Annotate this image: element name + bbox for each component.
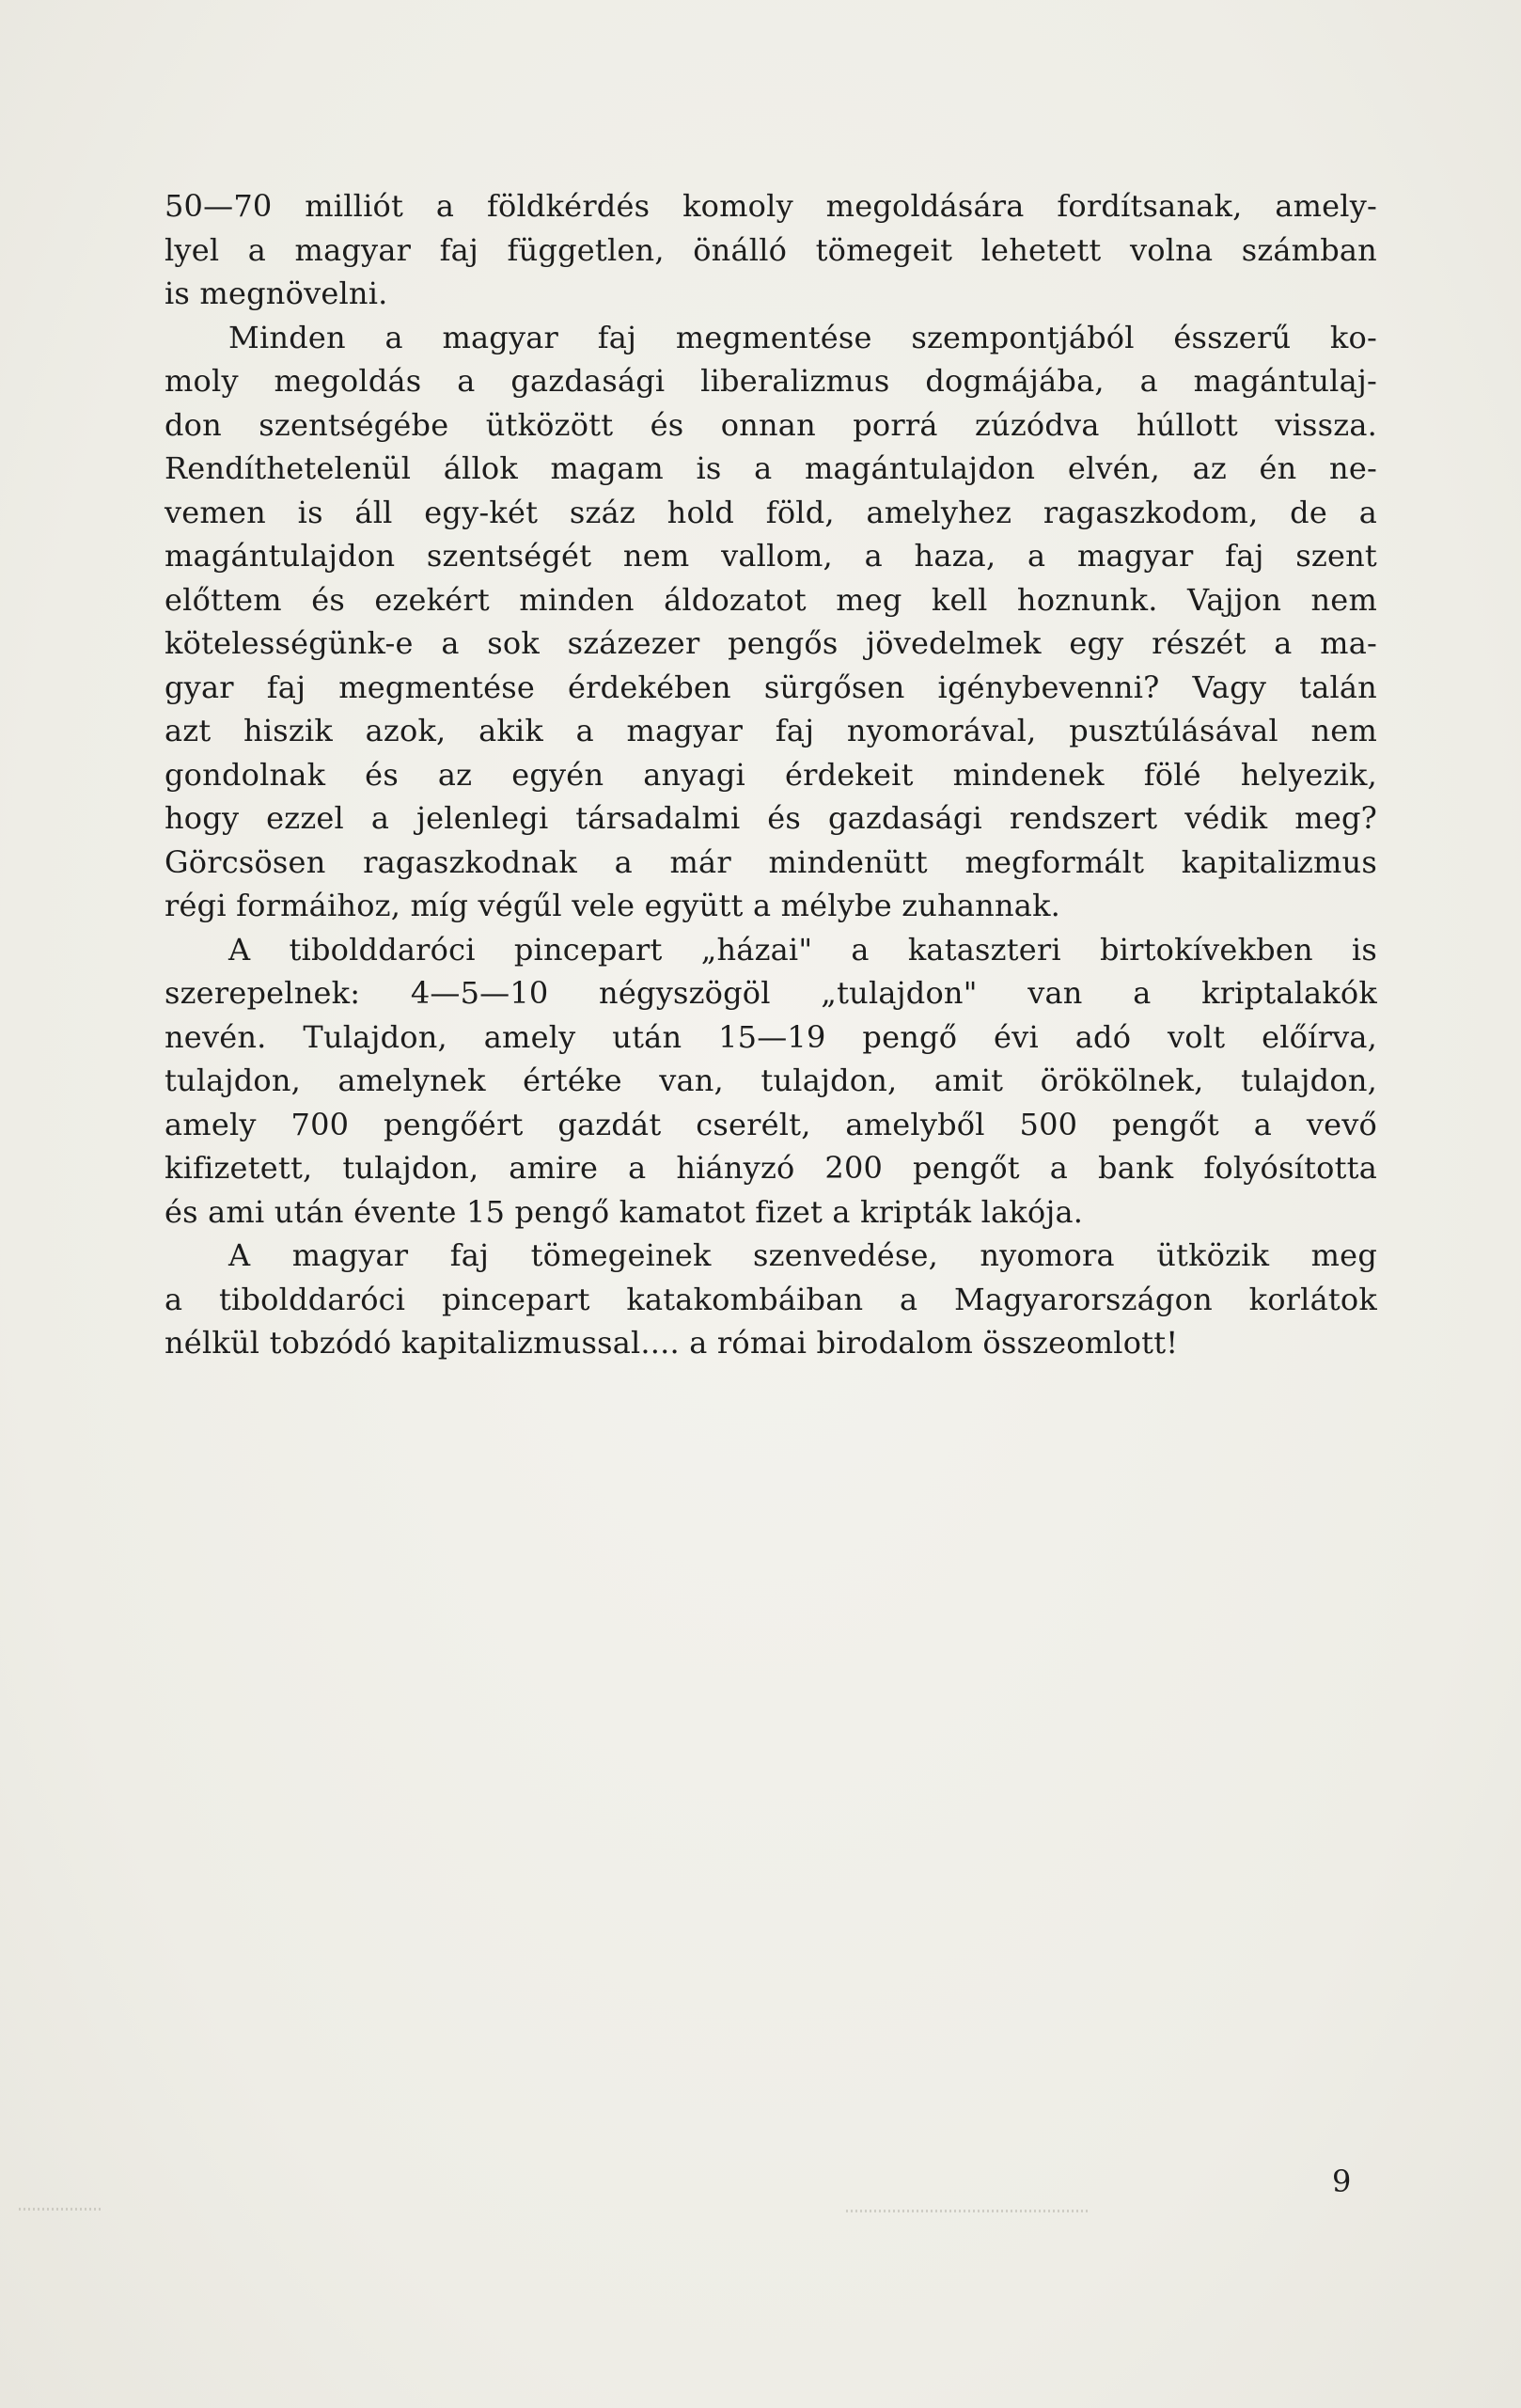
text-line: régi formáihoz, míg végűl vele együtt a mélybe zuhannak. [165,888,1061,923]
text-line: magántulajdon szentségét nem vallom, a haza, a magyar faj szent [165,538,1377,574]
text-line: szerepelnek: 4—5—10 négyszögöl „tulajdon" van a kriptalakók [165,975,1377,1011]
text-line: gondolnak és az egyén anyagi érdekeit mindenek fölé helyezik, [165,756,1377,793]
text-line: moly megoldás a gazdasági liberalizmus dogmájába, a magántulaj- [165,363,1377,399]
text-line: kötelességünk-e a sok százezer pengős jövedelmek egy részét a ma- [165,625,1377,661]
text-line: és ami után évente 15 pengő kamatot fizet a kripták lakója. [165,1193,1084,1230]
text-line: hogy ezzel a jelenlegi társadalmi és gazdasági rendszert védik meg? [165,800,1377,836]
text-line: is megnövelni. [165,275,388,311]
paragraph-start-line: A magyar faj tömegeinek szenvedése, nyomora ütközik meg [228,1237,1377,1273]
text-line: nevén. Tulajdon, amely után 15—19 pengő évi adó volt előírva, [165,1018,1377,1055]
text-line: amely 700 pengőért gazdát cserélt, amelyből 500 pengőt a vevő [165,1106,1377,1142]
text-line: előttem és ezekért minden áldozatot meg kell hoznunk. Vajjon nem [165,581,1377,618]
scan-speck [19,2208,103,2211]
paragraph-start-line: A tibolddaróci pincepart „házai" a kataszteri birtokívekben is [228,931,1377,968]
text-line: Rendíthetelenül állok magam is a magántulajdon elvén, az én ne- [165,450,1377,486]
paragraph-start-line: Minden a magyar faj megmentése szempontjából ésszerű ko- [228,319,1377,355]
text-line: a tibolddaróci pincepart katakombáiban a Magyarországon korlátok [165,1281,1377,1317]
scan-speck [846,2210,1090,2212]
text-line: vemen is áll egy-két száz hold föld, amelyhez ragaszkodom, de a [165,494,1377,530]
body-text [165,184,1377,1365]
text-line: nélkül tobzódó kapitalizmussal.... a római birodalom összeomlott! [165,1325,1179,1361]
text-line: Görcsösen ragaszkodnak a már mindenütt megformált kapitalizmus [165,843,1377,880]
text-line: lyel a magyar faj független, önálló tömegeit lehetett volna számban [165,231,1377,268]
text-line: 50—70 milliót a földkérdés komoly megoldására fordítsanak, amely- [165,188,1377,224]
text-line: tulajdon, amelynek értéke van, tulajdon, amit örökölnek, tulajdon, [165,1062,1377,1098]
text-line: kifizetett, tulajdon, amire a hiányzó 200 pengőt a bank folyósította [165,1150,1377,1186]
text-line: gyar faj megmentése érdekében sürgősen igénybevenni? Vagy talán [165,669,1377,705]
page-number: 9 [1332,2164,1352,2199]
text-line: azt hiszik azok, akik a magyar faj nyomorával, pusztúlásával nem [165,713,1377,748]
text-line: don szentségébe ütközött és onnan porrá zúzódva húllott vissza. [165,406,1377,443]
